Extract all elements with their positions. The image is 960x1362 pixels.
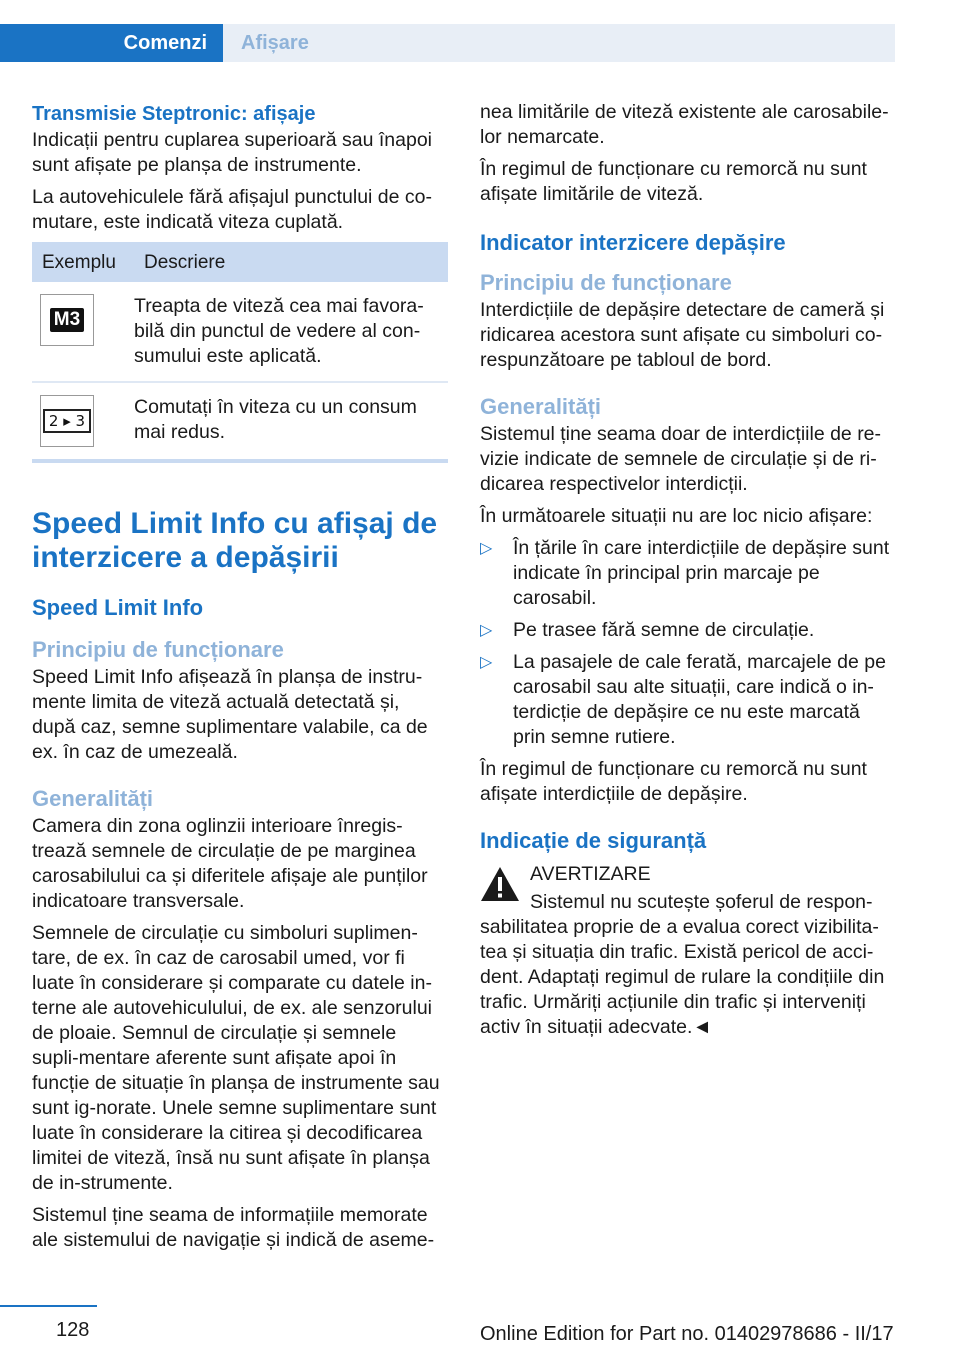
right-column [480,100,896,1047]
warning-label: AVERTIZARE [530,863,651,885]
shift-up-icon: 2 ▸ 3 [40,395,94,447]
steptronic-heading: Transmisie Steptronic: afișaje [32,103,316,125]
table-cell-description: Treapta de viteză cea mai favora-bilă din punctul de vedere al con-sumului este aplicată. [134,282,448,382]
steptronic-paragraph-1: Indicații pentru cuplarea superioară sau înapoi sunt afișate pe planșa de instrumente. [32,129,433,176]
generalitati-paragraph-2: Semnele de circulație cu simboluri suplimen-tare, de ex. în caz de carosabil umed, vor fi luate în considerare și comparate cu datele in-terne ale autovehiculului, de ex. ale senzorului de ploaie. Semnul de circulație și semnele supli-mentare aferente sunt afișate apoi în funcție de situație în planșa de instrumente sau sunt ig-norate. Unele semne suplimentare sunt luate în considerare la citirea și decodificarea limitei de viteză, însă nu sunt afișate în planșa de in-strumente. [32,922,440,1194]
principiu-heading-right: Principiu de funcționare [480,270,732,295]
generalitati-right-paragraph-2: În următoarele situații nu are loc nicio afișare: [480,505,873,527]
generalitati-paragraph-1: Camera din zona oglinzii interioare înregis-trează semnele de circulație de pe marginea carosabilului ca și diferitele afișaje ale punților indicatoare transversale. [32,815,428,912]
warning-text: Sistemul nu scutește șoferul de respon-sabilitatea proprie de a evalua corect vizibilita-tea și situația din trafic. Există pericol de acci-dent. Adaptați regimul de rulare la condițiile din trafic. Urmăriți acțiunile din trafic și interveniți activ în situații adecvate.◄ [480,891,885,1038]
triangle-bullet-icon: ▷ [480,654,493,671]
list-item: ▷ La pasajele de cale ferată, marcajele de pe carosabil sau alte situații, care indică o in-terdicție de depășire ce nu este marcată prin semne rutiere. [480,651,886,748]
generalitati-right-paragraph-3: În regimul de funcționare cu remorcă nu sunt afișate interdicțiile de depășire. [480,758,867,805]
table-cell-description: Comutați în viteza cu un consum mai redus. [134,382,448,461]
triangle-bullet-icon: ▷ [480,622,493,639]
tab-comenzi[interactable]: Comenzi [0,24,223,62]
overtaking-indicator-heading: Indicator interzicere depășire [480,230,786,255]
triangle-bullet-icon: ▷ [480,540,493,557]
list-item: ▷ Pe trasee fără semne de circulație. [480,619,815,641]
tab-afisare[interactable]: Afișare [223,24,895,62]
principiu-paragraph-right: Interdicțiile de depășire detectare de cameră și ridicarea acestora sunt afișate cu simboluri co-respunzătoare pe tabloul de bord. [480,299,885,371]
table-row [32,382,448,461]
safety-heading: Indicație de siguranță [480,828,707,853]
table-header-description: Descriere [134,242,448,282]
warning-triangle-icon [480,866,520,902]
list-item: ▷ În țările în care interdicțiile de depășire sunt indicate în principal prin marcaje pe carosabil. [480,537,890,609]
principiu-paragraph: Speed Limit Info afișează în planșa de instru-mente limita de viteză actuală detectată și, după caz, semne suplimentare valabile, ca de ex. în caz de umezeală. [32,666,428,763]
footer-divider [0,1305,97,1307]
steptronic-paragraph-2: La autovehiculele fără afișajul punctului de co-mutare, este indicată viteza cuplată. [32,186,433,233]
edition-text: Online Edition for Part no. 01402978686 - II/17 [480,1323,894,1345]
generalitati-heading: Generalități [32,786,154,811]
principiu-heading: Principiu de funcționare [32,637,284,662]
generalitati-heading-right: Generalități [480,394,602,419]
gear-indicator-table [32,242,448,463]
speed-limit-heading: Speed Limit Info cu afișaj de interzicere a depășirii [32,507,438,574]
continued-paragraph-2: În regimul de funcționare cu remorcă nu sunt afișate limitările de viteză. [480,158,867,205]
table-header-example: Exemplu [32,242,134,282]
warning-block [480,862,896,924]
speed-limit-subheading: Speed Limit Info [32,595,204,620]
situations-list [480,536,896,750]
generalitati-right-paragraph-1: Sistemul ține seama doar de interdicțiile de re-vizie indicate de semnele de circulație și de ri-dicarea respectivelor interdicții. [480,423,882,495]
gear-m3-icon: M3 [40,294,94,346]
table-row [32,282,448,382]
generalitati-paragraph-3: Sistemul ține seama de informațiile memorate ale sistemului de navigație și indică de aseme- [32,1204,435,1251]
continued-paragraph-1: nea limitările de viteză existente ale carosabile-lor nemarcate. [480,101,889,148]
left-column [32,100,448,1260]
page-number: 128 [56,1319,90,1341]
